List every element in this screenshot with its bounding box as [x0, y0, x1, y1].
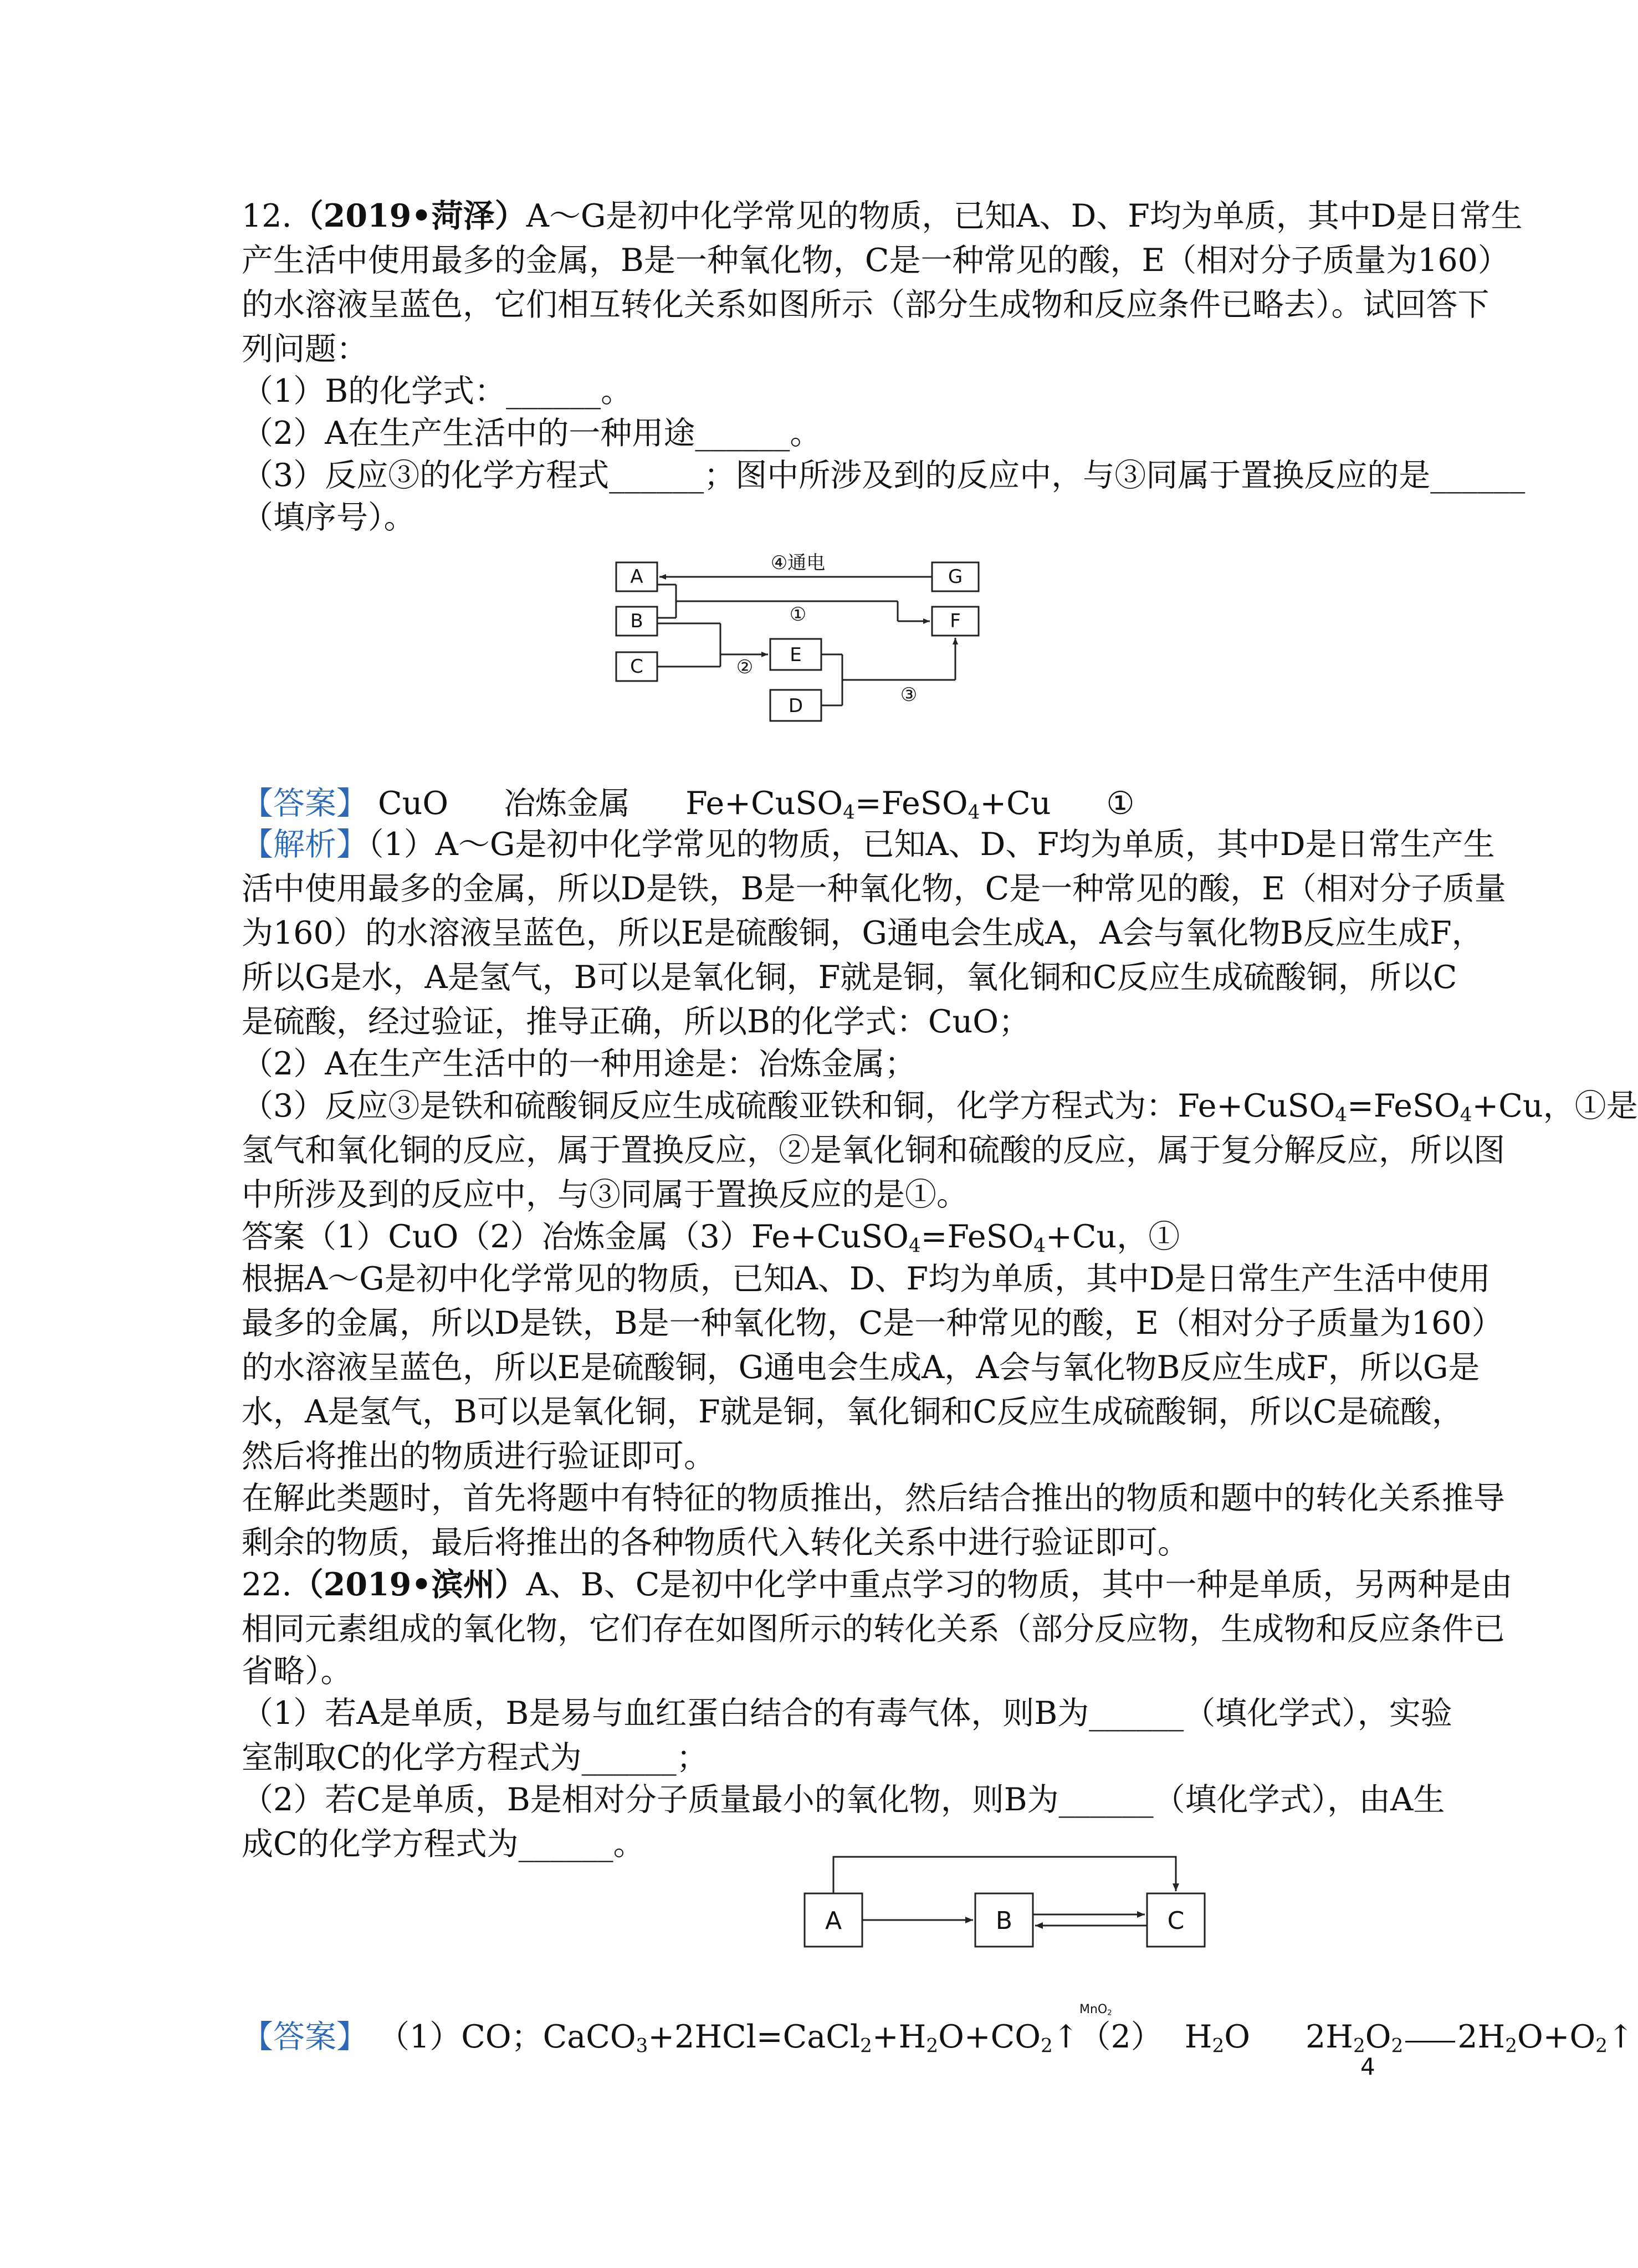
q22-subq-1: （1）若A是单质，B是易与血红蛋白结合的有毒气体，则B为______（填化学式），实验 [242, 1695, 1452, 1732]
label-c: C [1167, 1907, 1185, 1935]
label-b: B [995, 1907, 1013, 1935]
q22-subq-2: （2）若C是单质，B是相对分子质量最小的氧化物，则B为______（填化学式），由A生 [242, 1781, 1445, 1818]
q12-analysis-line-16: 在解此类题时，首先将题中有特征的物质推出，然后结合推出的物质和题中的转化关系推导 [242, 1480, 1505, 1517]
q12-answer-line: 【答案】 CuO 冶炼金属 Fe+CuSO$_4$=FeSO$_4$+Cu ① [242, 785, 1135, 824]
label-a: A [630, 566, 643, 588]
q12-analysis-line-12: 最多的金属，所以D是铁，B是一种氧化物，C是一种常见的酸，E（相对分子质量为160） [242, 1305, 1503, 1342]
q12-analysis-line-9: 中所涉及到的反应中，与③同属于置换反应的是①。 [242, 1176, 968, 1213]
q12-analysis-line-7: （3）反应③是铁和硫酸铜反应生成硫酸亚铁和铜，化学方程式为：Fe+CuSO$_4$=FeSO$_4$+Cu，①是 [242, 1088, 1638, 1127]
q12-analysis-line-15: 然后将推出的物质进行验证即可。 [242, 1438, 715, 1475]
q22-answer-tag: 【答案】 [242, 2019, 368, 2055]
catalyst-label: MnO$_2$ [1079, 2003, 1112, 2018]
label-b: B [630, 610, 643, 632]
q22-subq-2-cont: 成C的化学方程式为______。 [242, 1826, 645, 1862]
q12-analysis-line-10: 答案（1）CuO（2）冶炼金属（3）Fe+CuSO$_4$=FeSO$_4$+Cu，① [242, 1219, 1180, 1257]
label-f: F [950, 610, 961, 632]
q12-analysis-line-8: 氢气和氧化铜的反应，属于置换反应，②是氧化铜和硫酸的反应，属于复分解反应，所以图 [242, 1132, 1505, 1169]
q12-subq-3: （3）反应③的化学方程式______；图中所涉及到的反应中，与③同属于置换反应的是______ [242, 457, 1526, 494]
label-e: E [790, 644, 802, 666]
q12-subq-1: （1）B的化学式：______。 [242, 373, 633, 409]
label-a: A [825, 1907, 842, 1935]
q12-line-3: 的水溶液呈蓝色，它们相互转化关系如图所示（部分生成物和反应条件已略去）。试回答下 [242, 286, 1489, 323]
q12-number: 12. [242, 198, 292, 234]
q22-number: 22. [242, 1566, 292, 1603]
q12-analysis-tag: 【解析】 [242, 826, 368, 863]
q22-flow-diagram [798, 1848, 1219, 1959]
q12-analysis-line-11: 根据A～G是初中化学常见的物质，已知A、D、F均为单质，其中D是日常生产生活中使用 [242, 1261, 1491, 1297]
label-c: C [630, 656, 643, 678]
q22-line-1: 22.（2019•滨州）A、B、C是初中化学中重点学习的物质，其中一种是单质，另两种是由 [242, 1566, 1513, 1603]
q12-line-1: 12.（2019•菏泽）A～G是初中化学常见的物质，已知A、D、F均为单质，其中D是日常生 [242, 197, 1523, 234]
q12-analysis-line-5: 是硫酸，经过验证，推导正确，所以B的化学式：CuO； [242, 1004, 1030, 1040]
q22-line-2: 相同元素组成的氧化物，它们存在如图所示的转化关系（部分反应物，生成物和反应条件已 [242, 1611, 1505, 1647]
q12-analysis-line-17: 剩余的物质，最后将推出的各种物质代入转化关系中进行验证即可。 [242, 1524, 1189, 1561]
q12-subq-2: （2）A在生产生活中的一种用途______。 [242, 415, 822, 452]
q12-analysis-line-4: 所以G是水，A是氢气，B可以是氧化铜，F就是铜，氧化铜和C反应生成硫酸铜，所以C [242, 959, 1457, 996]
q12-analysis-line-2: 活中使用最多的金属，所以D是铁，B是一种氧化物，C是一种常见的酸，E（相对分子质量 [242, 871, 1506, 907]
q12-line-2: 产生活中使用最多的金属，B是一种氧化物，C是一种常见的酸，E（相对分子质量为160） [242, 242, 1509, 279]
q12-analysis-line-1: 【解析】（1）A～G是初中化学常见的物质，已知A、D、F均为单质，其中D是日常生产生 [242, 826, 1495, 863]
reaction-condition-line [1405, 2024, 1455, 2042]
q12-line-4: 列问题： [242, 331, 368, 367]
label-d: D [788, 695, 803, 717]
q22-answer-line: 【答案】 （1）CO；$CaCO_3+2HCl=CaCl_2+H_2O+CO_2↑(2)$ $H_2O$ $2H_2O_2$ $2H_2O+O_2↑$ [242, 2019, 1634, 2057]
label-g: G [948, 566, 963, 588]
q22-source: （2019•滨州） [291, 1566, 526, 1603]
label-reaction-2: ② [736, 656, 754, 678]
q12-analysis-line-3: 为160）的水溶液呈蓝色，所以E是硫酸铜，G通电会生成A，A会与氧化物B反应生成F， [242, 915, 1483, 951]
q12-subq-3-cont: （填序号）。 [242, 499, 416, 536]
q12-source: （2019•菏泽） [291, 197, 526, 234]
q12-answer-tag: 【答案】 [242, 785, 368, 822]
label-electrolysis: ④通电 [770, 552, 826, 574]
q22-line-3: 省略）。 [242, 1653, 352, 1690]
page-number: 4 [1360, 2053, 1375, 2080]
q12-analysis-line-14: 水，A是氢气，B可以是氧化铜，F就是铜，氧化铜和C反应生成硫酸铜，所以C是硫酸， [242, 1394, 1463, 1430]
label-reaction-3: ③ [900, 684, 918, 706]
q12-analysis-line-13: 的水溶液呈蓝色，所以E是硫酸铜，G通电会生成A，A会与氧化物B反应生成F，所以G是 [242, 1349, 1480, 1386]
q22-subq-1-cont: 室制取C的化学方程式为______； [242, 1739, 708, 1776]
q12-analysis-line-6: （2）A在生产生活中的一种用途是：冶炼金属； [242, 1046, 917, 1082]
label-reaction-1: ① [789, 603, 807, 626]
q12-flow-diagram [610, 546, 1031, 734]
